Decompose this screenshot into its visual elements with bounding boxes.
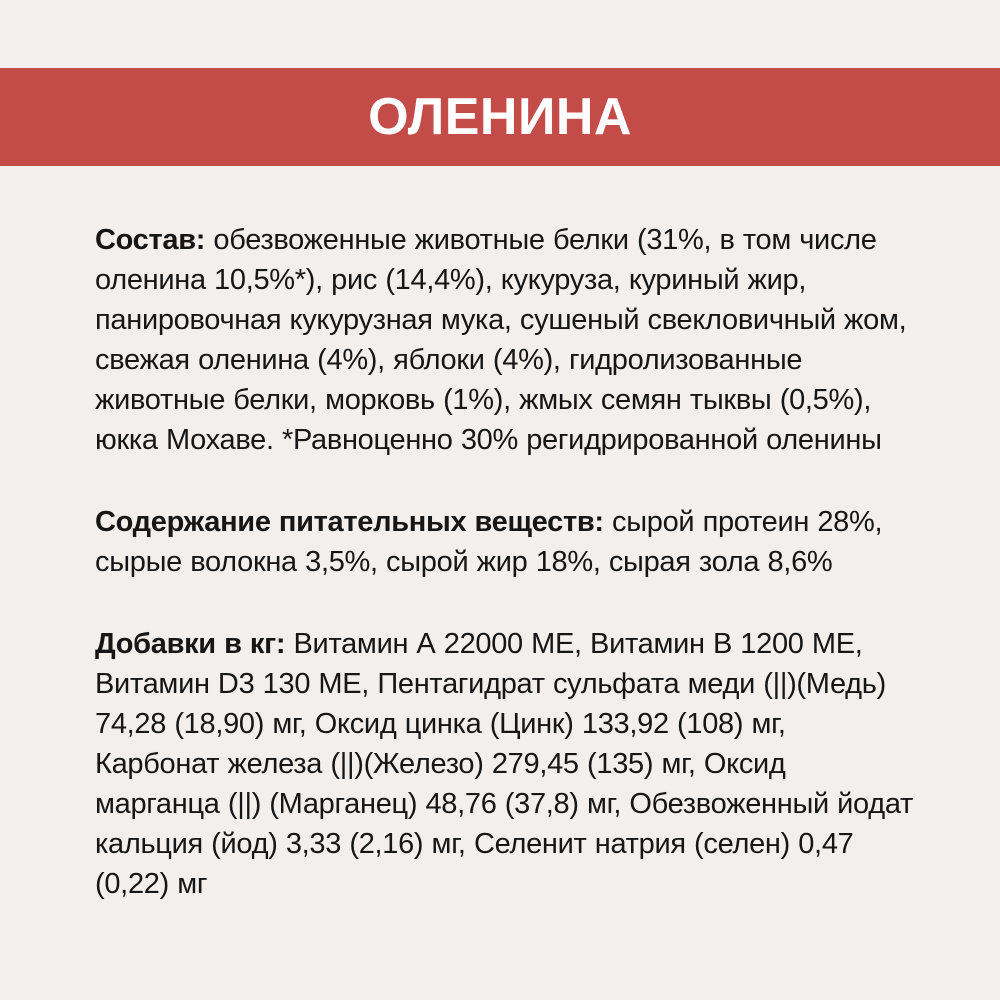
section-nutrition (95, 502, 915, 582)
nutrition-text: сырой протеин 28%, сырые волокна 3,5%, сырой жир 18%, сырая зола 8,6% (95, 506, 883, 578)
section-additives (95, 624, 915, 904)
additives-label: Добавки в кг: (95, 628, 286, 660)
top-margin (0, 0, 1000, 68)
composition-text: обезвоженные животные белки (31%, в том числе оленина 10,5%*), рис (14,4%), кукуруза, куриный жир, панировочная кукурузная мука, сушеный свекловичный жом, свежая оленина (4%), яблоки (4%), гидролизованные животные белки, морковь (1%), жмых семян тыквы (0,5%), юкка Мохаве. *Равноценно 30% регидрированной оленины (95, 224, 907, 456)
composition-label: Состав: (95, 224, 206, 256)
label-content (0, 166, 1000, 904)
section-composition (95, 220, 915, 460)
page-title: ОЛЕНИНА (368, 88, 632, 146)
nutrition-label: Содержание питательных веществ: (95, 506, 604, 538)
header-band (0, 68, 1000, 166)
additives-text: Витамин А 22000 МЕ, Витамин В 1200 МЕ, Витамин D3 130 МЕ, Пентагидрат сульфата меди (||)(Медь) 74,28 (18,90) мг, Оксид цинка (Цинк) 133,92 (108) мг, Карбонат железа (||)(Железо) 279,45 (135) мг, Оксид марганца (||) (Марганец) 48,76 (37,8) мг, Обезвоженный йодат кальция (йод) 3,33 (2,16) мг, Селенит натрия (селен) 0,47 (0,22) мг (95, 628, 914, 900)
